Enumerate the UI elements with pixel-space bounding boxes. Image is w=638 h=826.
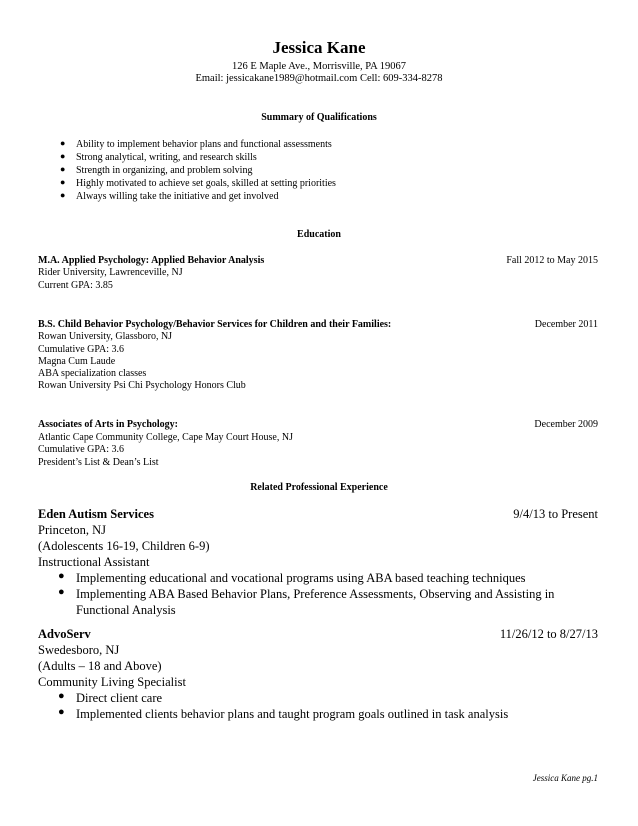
bullet-icon: ●	[58, 586, 65, 598]
bullet-icon: ●	[60, 151, 66, 161]
employer-name: AdvoServ	[38, 627, 91, 641]
bullet-icon: ●	[60, 138, 66, 148]
duty-continuation: Functional Analysis	[76, 603, 176, 617]
summary-heading: Summary of Qualifications	[261, 112, 377, 123]
bullet-icon: ●	[58, 706, 65, 718]
experience-heading: Related Professional Experience	[250, 482, 388, 493]
employer-name: Eden Autism Services	[38, 507, 154, 521]
degree-title: M.A. Applied Psychology: Applied Behavior Analysis	[38, 255, 265, 266]
honors-line: Magna Cum Laude	[38, 356, 116, 367]
classes-line: ABA specialization classes	[38, 368, 147, 379]
gpa-line: Cumulative GPA: 3.6	[38, 344, 125, 355]
bullet-icon: ●	[60, 190, 66, 200]
degree-date: Fall 2012 to May 2015	[506, 255, 598, 266]
bullet-icon: ●	[60, 177, 66, 187]
list-item: Strong analytical, writing, and research skills	[76, 152, 257, 163]
duty-item: Implementing ABA Based Behavior Plans, Preference Assessments, Observing and Assisting in	[76, 587, 555, 601]
duty-item: Implemented clients behavior plans and taught program goals outlined in task analysis	[76, 707, 509, 721]
list-item: Strength in organizing, and problem solving	[76, 165, 253, 176]
degree-date: December 2009	[534, 419, 598, 430]
bullet-icon: ●	[58, 570, 65, 582]
duty-item: Implementing educational and vocational programs using ABA based teaching techniques	[76, 571, 526, 585]
resume-name: Jessica Kane	[272, 38, 366, 57]
list-item: Highly motivated to achieve set goals, skilled at setting priorities	[76, 178, 336, 189]
school-line: Rowan University, Glassboro, NJ	[38, 331, 173, 342]
job-population: (Adolescents 16-19, Children 6-9)	[38, 539, 210, 553]
gpa-line: Cumulative GPA: 3.6	[38, 444, 125, 455]
degree-date: December 2011	[534, 319, 598, 330]
list-item: Always willing take the initiative and get involved	[76, 191, 279, 202]
job-date: 9/4/13 to Present	[513, 507, 598, 521]
degree-title: B.S. Child Behavior Psychology/Behavior Services for Children and their Families:	[38, 319, 392, 330]
job-population: (Adults – 18 and Above)	[38, 659, 162, 673]
page-footer: Jessica Kane pg.1	[532, 773, 598, 783]
school-line: Rider University, Lawrenceville, NJ	[38, 267, 183, 278]
school-line: Atlantic Cape Community College, Cape May Court House, NJ	[38, 432, 293, 443]
club-line: Rowan University Psi Chi Psychology Honors Club	[38, 380, 246, 391]
job-role: Instructional Assistant	[38, 555, 150, 569]
job-role: Community Living Specialist	[38, 675, 186, 689]
address: 126 E Maple Ave., Morrisville, PA 19067	[231, 61, 407, 72]
job-location: Swedesboro, NJ	[38, 643, 120, 657]
list-item: Ability to implement behavior plans and functional assessments	[76, 139, 332, 150]
job-date: 11/26/12 to 8/27/13	[499, 627, 598, 641]
bullet-icon: ●	[58, 690, 65, 702]
job-location: Princeton, NJ	[38, 523, 107, 537]
contact-info: Email: jessicakane1989@hotmail.com Cell: 609-334-8278	[195, 73, 443, 84]
bullet-icon: ●	[60, 164, 66, 174]
duty-item: Direct client care	[76, 691, 163, 705]
gpa-line: Current GPA: 3.85	[38, 280, 113, 291]
degree-title: Associates of Arts in Psychology:	[38, 419, 178, 430]
education-heading: Education	[297, 229, 341, 240]
honors-line: President’s List & Dean’s List	[38, 457, 159, 468]
